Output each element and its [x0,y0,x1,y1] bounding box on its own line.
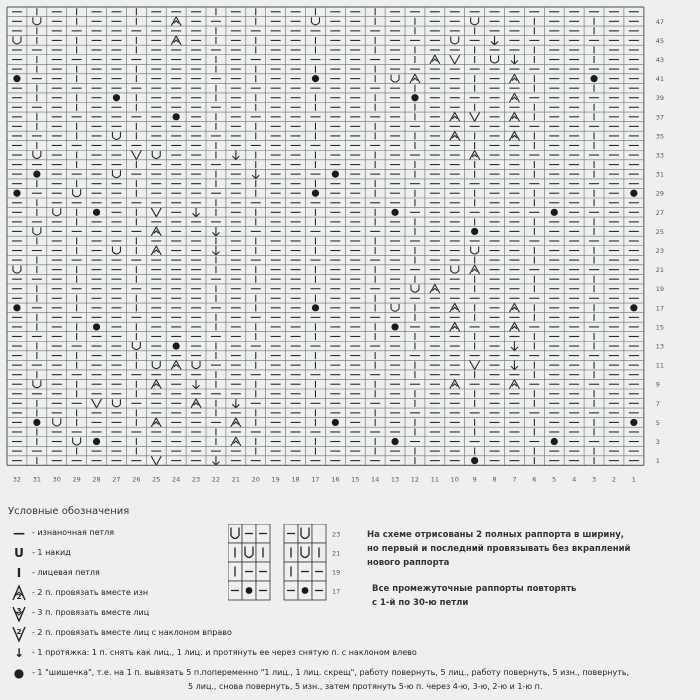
bobble [312,190,319,197]
column-label: 18 [291,475,300,484]
bobble [590,75,597,82]
bobble [391,323,398,330]
column-label: 15 [351,475,360,484]
column-label: 24 [172,475,181,484]
bobble [93,438,100,445]
bobble [93,323,100,330]
row-label: 25 [655,227,665,236]
legend-text: - 1 "шишечка", т.е. на 1 п. вывязать 5 п.попеременно "1 лиц., 1 лиц. скрещ", работу повернуть, 5 лиц., работу повернуть, 5 изн., повернуть, [32,668,630,677]
mini-cell [312,524,326,543]
column-label: 25 [152,475,161,484]
mini-row-label: 19 [332,568,341,577]
legend-item-k2tog-right [8,624,688,642]
legend-text: - 1 накид [32,548,71,557]
bobble [13,75,20,82]
legend-item-sl1-k1-psso [8,644,688,662]
row-label: 33 [655,151,665,160]
bobble [471,228,478,235]
column-label: 23 [191,475,201,484]
bobble [312,75,319,82]
row-label: 13 [655,342,665,351]
k2tog-icon [12,584,26,602]
legend-item-bobble [8,664,688,698]
column-label: 29 [72,475,81,484]
svg-text:2: 2 [16,628,22,636]
column-label: 8 [492,475,497,484]
bobble [332,419,339,426]
column-label: 6 [532,475,537,484]
row-label: 23 [655,247,665,256]
column-label: 10 [450,475,459,484]
mini-row-label: 23 [332,530,341,539]
bobble [312,304,319,311]
bobble [33,419,40,426]
note-line: На схеме отрисованы 2 полных раппорта в ширину, [367,530,625,540]
column-label: 26 [132,475,141,484]
repeat-note [372,582,576,610]
row-label: 3 [655,438,660,447]
column-label: 11 [430,475,439,484]
row-label: 39 [655,94,665,103]
bobble [391,438,398,445]
legend-text: - 1 протяжка: 1 п. снять как лиц., 1 лиц. и протянуть ее через снятую п. с наклоном влево [32,648,417,657]
sl1-k1-psso-icon: ↓ [13,646,25,660]
row-label: 21 [655,266,665,275]
bobble [33,171,40,178]
column-label: 27 [112,475,121,484]
legend-text: - изнаночная петля [32,528,115,537]
bobble [551,438,558,445]
row-label: 11 [655,361,665,370]
column-label: 32 [12,475,22,484]
bobble [173,113,180,120]
legend-text: - лицевая петля [32,568,100,577]
column-label: 21 [231,475,240,484]
column-label: 19 [271,475,280,484]
svg-text:2: 2 [16,593,22,601]
yarn-over-icon: U [14,546,24,560]
bobble [630,304,637,311]
column-label: 14 [371,475,380,484]
knit-stitch-icon: I [16,566,22,580]
chart-note [367,528,631,570]
row-label: 31 [655,170,665,179]
bobble [13,304,20,311]
legend-title: Условные обозначения [8,506,130,517]
column-label: 30 [52,475,61,484]
column-label: 7 [512,475,517,484]
bobble [93,209,100,216]
k3tog-icon [12,604,26,622]
note-line: Все промежуточные раппорты повторять [372,584,577,594]
bobble [551,209,558,216]
column-label: 12 [410,475,420,484]
mini-cell [242,543,256,562]
bobble [302,587,309,594]
column-label: 2 [611,475,617,484]
column-label: 16 [331,475,340,484]
bobble [173,342,180,349]
svg-text:3: 3 [16,607,22,615]
column-label: 22 [211,475,221,484]
bobble [246,587,253,594]
row-label: 1 [655,457,660,466]
row-label: 9 [655,380,660,389]
row-label: 19 [655,285,665,294]
row-label: 37 [655,113,665,122]
column-label: 5 [552,475,557,484]
bobble [630,190,637,197]
mini-row-label: 17 [332,587,341,596]
row-label: 45 [655,36,665,45]
k2tog-right-icon [12,624,26,642]
mini-cell [228,524,242,543]
note-line: нового раппорта [367,558,450,568]
mini-cell [298,524,312,543]
legend-item-k3tog [8,604,688,622]
row-label: 43 [655,56,665,65]
row-label: 47 [655,17,665,26]
legend-text: - 3 п. провязать вместе лиц [32,608,150,617]
legend-text-continued: 5 лиц., снова повернуть, 5 изн., затем протянуть 5-ю п. через 4-ю, 3-ю, 2-ю и 1-ю п. [188,682,543,691]
column-label: 31 [32,475,41,484]
note-line: с 1-й по 30-ю петли [372,598,469,608]
bobble [13,190,20,197]
purl-dash-icon: — [13,526,25,540]
column-label: 4 [572,475,577,484]
mini-cell [298,543,312,562]
bobble [391,209,398,216]
column-label: 1 [631,475,636,484]
column-label: 3 [591,475,597,484]
legend-item-k2tog [8,584,688,602]
mini-chart-example [228,524,348,608]
row-label: 41 [655,75,665,84]
bobble [471,457,478,464]
row-label: 15 [655,323,665,332]
row-label: 35 [655,132,665,141]
legend-text: - 2 п. провязать вместе изн [32,588,149,597]
column-label: 13 [390,475,400,484]
column-label: 9 [472,475,477,484]
row-label: 27 [655,208,665,217]
mini-row-label: 21 [332,549,341,558]
bobble-icon: ● [13,666,25,680]
row-label: 5 [655,418,660,427]
bobble [113,94,120,101]
column-label: 17 [311,475,320,484]
column-label: 28 [92,475,101,484]
row-label: 17 [655,304,665,313]
legend-text: - 2 п. провязать вместе лиц с наклоном вправо [32,628,232,637]
bobble [332,171,339,178]
bobble [630,419,637,426]
bobble [411,94,418,101]
note-line: но первый и последний провязывать без вкраплений [367,544,631,554]
row-label: 7 [655,399,660,408]
column-label: 20 [251,475,260,484]
row-label: 29 [655,189,665,198]
